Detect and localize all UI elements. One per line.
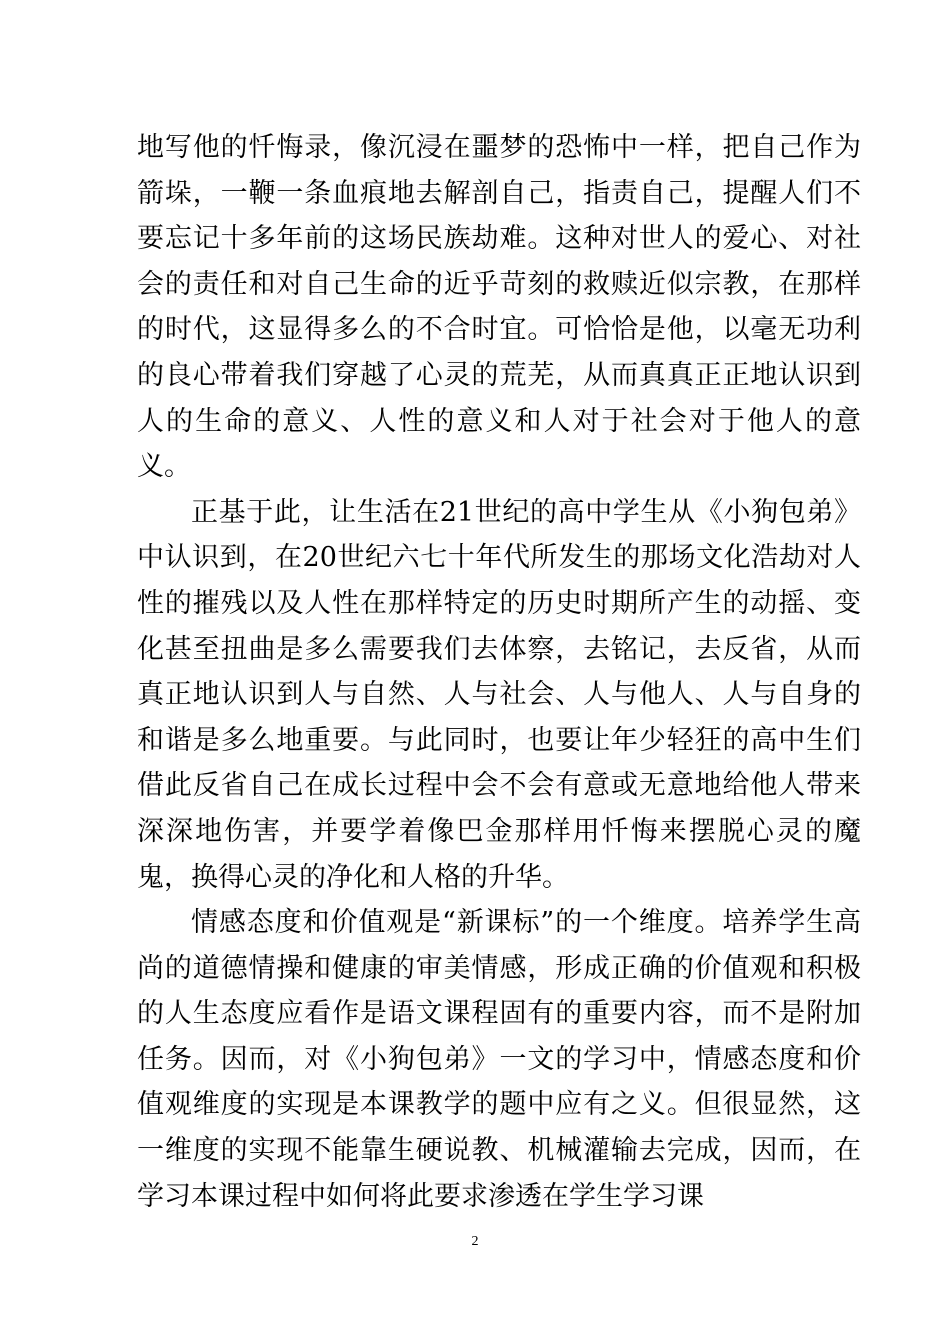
paragraph: 正基于此，让生活在21世纪的高中学生从《小狗包弟》中认识到，在20世纪六七十年代所发生的那场文化浩劫对人性的摧残以及人性在那样特定的历史时期所产生的动摇、变化甚至扭曲是多么需要我们去体察，去铭记，去反省，从而真正地认识到人与自然、人与社会、人与他人、人与自身的和谐是多么地重要。与此同时，也要让年少轻狂的高中生们借此反省自己在成长过程中会不会有意或无意地给他人带来深深地伤害，并要学着像巴金那样用忏悔来摆脱心灵的魔鬼，换得心灵的净化和人格的升华。 [137, 496, 861, 893]
paragraph-continued: 地写他的忏悔录，像沉浸在噩梦的恐怖中一样，把自己作为箭垛，一鞭一条血痕地去解剖自己，指责自己，提醒人们不要忘记十多年前的这场民族劫难。这种对世人的爱心、对社会的责任和对自己生命的近乎苛刻的救赎近似宗教，在那样的时代，这显得多么的不合时宜。可恰恰是他，以毫无功利的良心带着我们穿越了心灵的荒芜，从而真真正正地认识到人的生命的意义、人性的意义和人对于社会对于他人的意义。 [137, 132, 861, 483]
body-text [137, 125, 861, 1219]
paragraph: 情感态度和价值观是“新课标”的一个维度。培养学生高尚的道德情操和健康的审美情感，形成正确的价值观和积极的人生态度应看作是语文课程固有的重要内容，而不是附加任务。因而，对《小狗包弟》一文的学习中，情感态度和价值观维度的实现是本课教学的题中应有之义。但很显然，这一维度的实现不能靠生硬说教、机械灌输去完成，因而，在学习本课过程中如何将此要求渗透在学生学习课 [137, 907, 861, 1212]
page-number: 2 [471, 1234, 479, 1249]
